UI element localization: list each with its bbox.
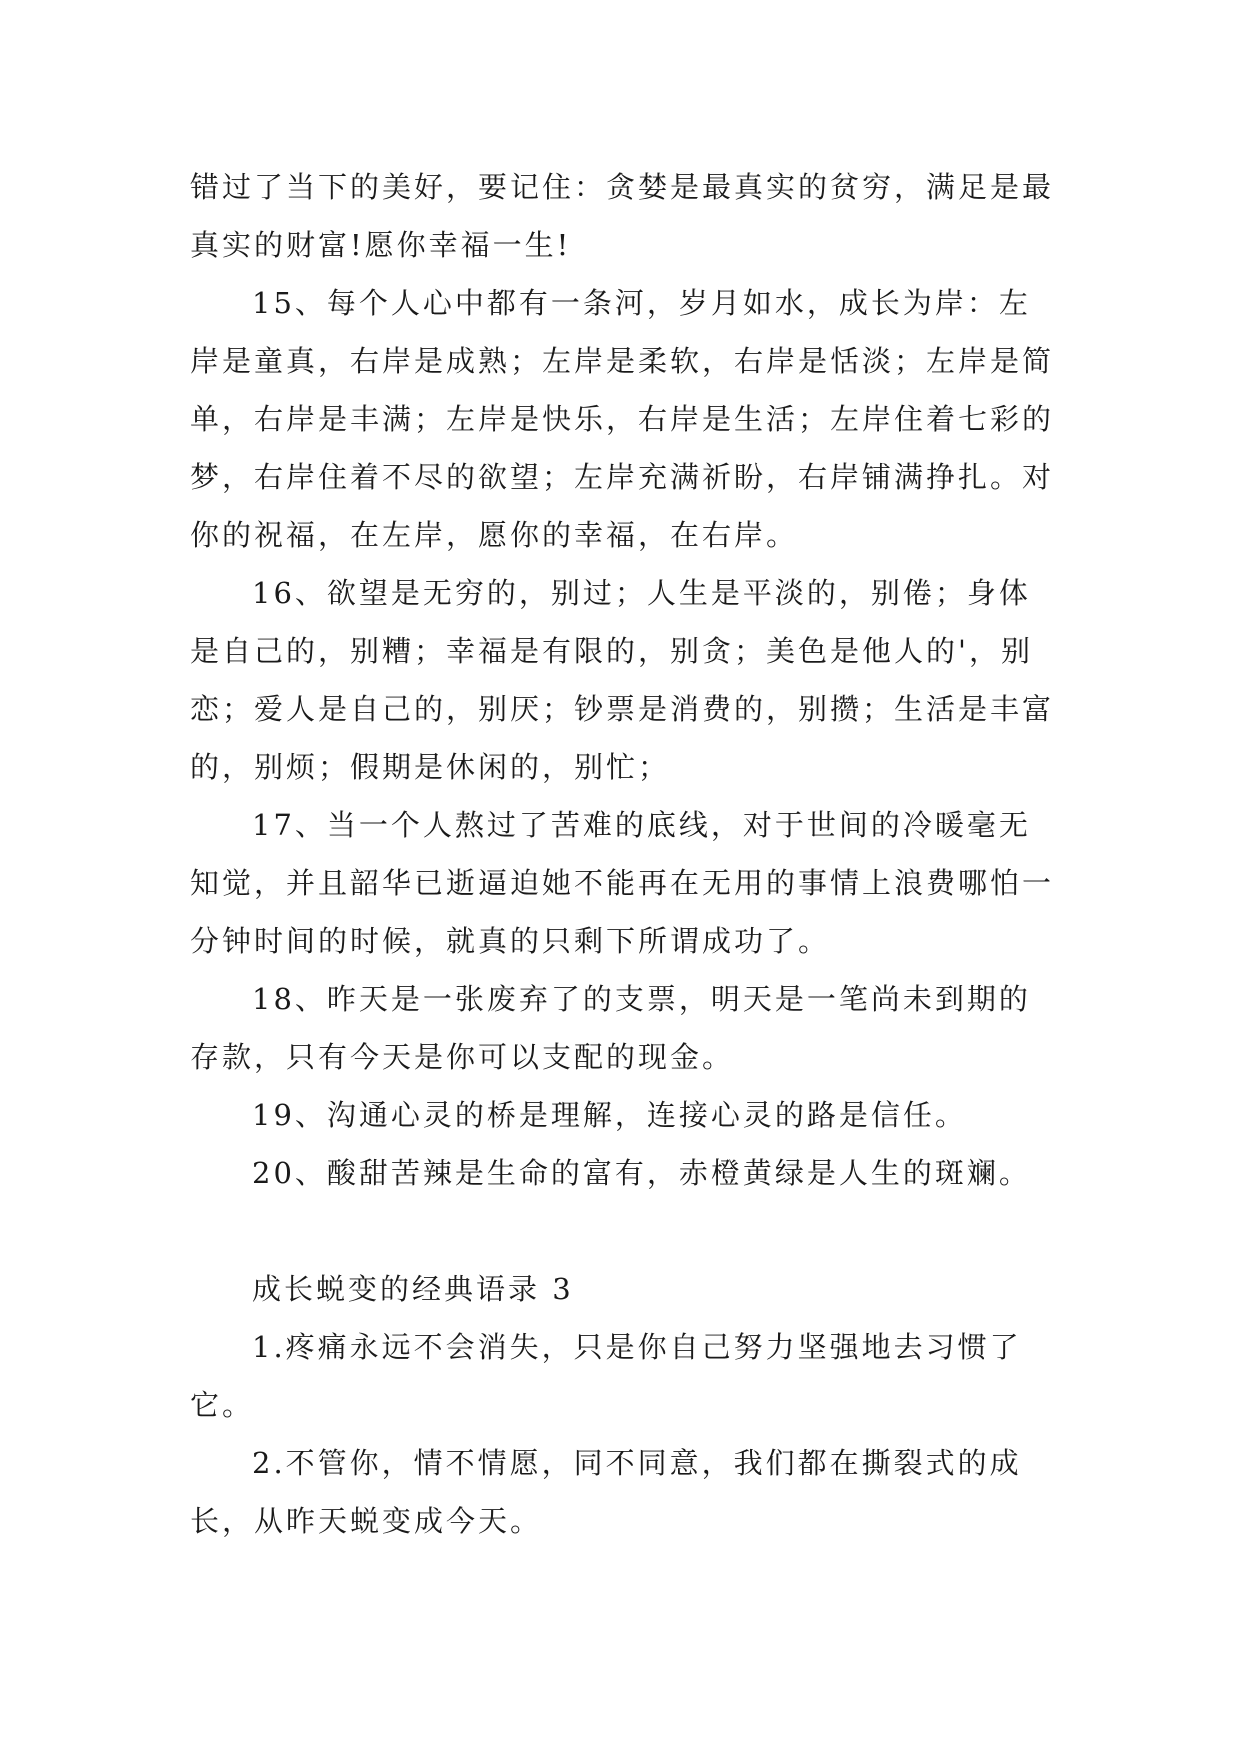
paragraph-14-tail: 错过了当下的美好，要记住：贪婪是最真实的贫穷，满足是最真实的财富!愿你幸福一生! (190, 170, 1055, 262)
section-spacer (190, 1202, 1060, 1260)
section-heading: 成长蜕变的经典语录 3 (252, 1272, 574, 1306)
paragraph-16: 16、欲望是无穷的，别过；人生是平淡的，别倦；身体是自己的，别糟；幸福是有限的，别贪；美色是他人的'，别恋；爱人是自己的，别厌；钞票是消费的，别攒；生活是丰富的，别烦；假期是休闲的，别忙； (190, 576, 1055, 784)
paragraph-20: 20、酸甜苦辣是生命的富有，赤橙黄绿是人生的斑斓。 (252, 1156, 1031, 1190)
section3-item-1: 1.疼痛永远不会消失，只是你自己努力坚强地去习惯了它。 (190, 1330, 1022, 1422)
paragraph-17: 17、当一个人熬过了苦难的底线，对于世间的冷暖毫无知觉，并且韶华已逝逼迫她不能再在无用的事情上浪费哪怕一分钟时间的时候，就真的只剩下所谓成功了。 (190, 808, 1055, 958)
document-body (190, 158, 1060, 1550)
paragraph-19: 19、沟通心灵的桥是理解，连接心灵的路是信任。 (252, 1098, 967, 1132)
paragraph-18: 18、昨天是一张废弃了的支票，明天是一笔尚未到期的存款，只有今天是你可以支配的现金。 (190, 982, 1031, 1074)
paragraph-15: 15、每个人心中都有一条河，岁月如水，成长为岸：左岸是童真，右岸是成熟；左岸是柔软，右岸是恬淡；左岸是简单，右岸是丰满；左岸是快乐，右岸是生活；左岸住着七彩的梦，右岸住着不尽的欲望；左岸充满祈盼，右岸铺满挣扎。对你的祝福，在左岸，愿你的幸福，在右岸。 (190, 286, 1055, 552)
section3-item-2: 2.不管你，情不情愿，同不同意，我们都在撕裂式的成长，从昨天蜕变成今天。 (190, 1446, 1022, 1538)
